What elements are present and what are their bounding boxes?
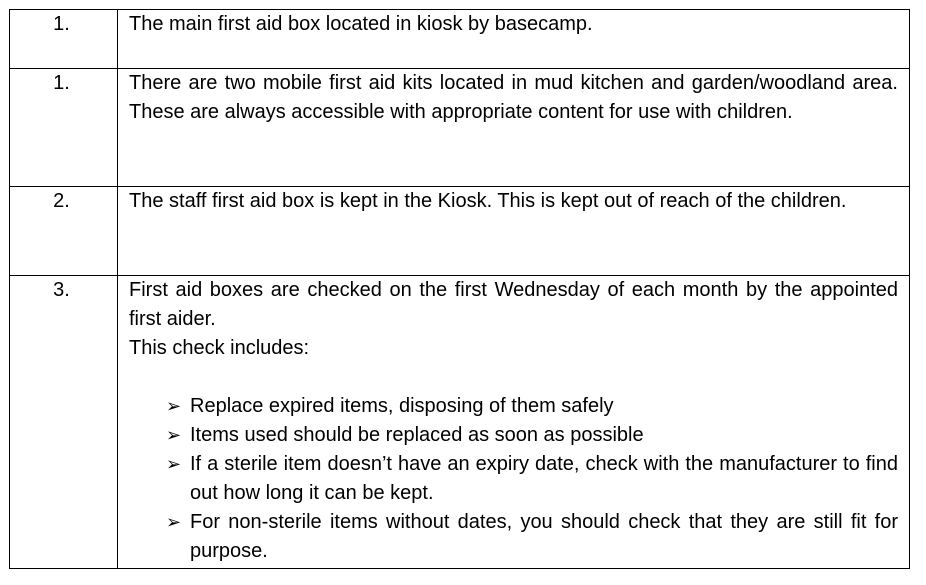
row-number: 1. [53,13,70,35]
row-text-cell [118,187,910,276]
check-list [129,392,898,566]
list-item [129,392,898,421]
row-text: The main first aid box located in kiosk by basecamp. [129,13,593,35]
row-number: 3. [53,279,70,301]
arrow-bullet-icon: ➢ [166,512,182,532]
arrow-bullet-icon: ➢ [166,454,182,474]
row-text: First aid boxes are checked on the first Wednesday of each month by the appointed first aider. [129,279,898,330]
row-number: 1. [53,72,70,94]
list-item [129,421,898,450]
table-row [10,276,910,569]
table-row [10,69,910,187]
check-includes-label: This check includes: [129,337,310,359]
list-item [129,450,898,508]
table-row [10,187,910,276]
row-text: The staff first aid box is kept in the Kiosk. This is kept out of reach of the children. [129,190,847,212]
first-aid-table [9,9,910,569]
row-number-cell [10,10,118,69]
arrow-bullet-icon: ➢ [166,425,182,445]
list-item [129,508,898,566]
row-text-cell [118,69,910,187]
row-number: 2. [53,190,70,212]
row-number-cell [10,187,118,276]
row-text: There are two mobile first aid kits located in mud kitchen and garden/woodland area. These are always accessible with appropriate content for use with children. [129,72,898,123]
list-item-text: If a sterile item doesn’t have an expiry date, check with the manufacturer to find out how long it can be kept. [190,453,898,504]
list-item-text: Items used should be replaced as soon as possible [190,424,644,446]
row-text-cell [118,10,910,69]
list-item-text: For non-sterile items without dates, you should check that they are still fit for purpose. [190,511,898,562]
row-text-cell [118,276,910,569]
table-row [10,10,910,69]
list-item-text: Replace expired items, disposing of them safely [190,395,614,417]
row-number-cell [10,69,118,187]
arrow-bullet-icon: ➢ [166,396,182,416]
row-number-cell [10,276,118,569]
